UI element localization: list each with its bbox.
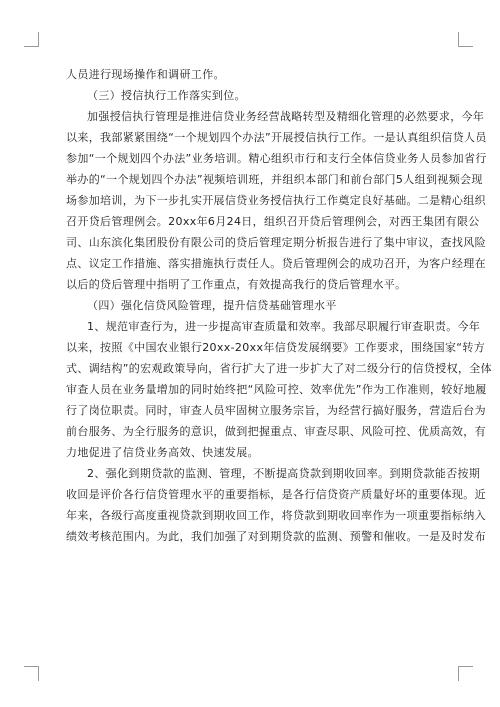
text-line: 加强授信执行管理是推进信贷业务经营战略转型及精细化管理的必然要求，今年 (87, 110, 485, 123)
text-line: 人员进行现场操作和调研工作。 (66, 68, 225, 81)
text-line: 以来，我部紧紧围绕“一个规划四个办法”开展授信执行工作。一是认真组织信贷人员 (66, 131, 487, 144)
text-line: 2、强化到期贷款的监测、管理，不断提高贷款到期收回率。到期贷款能否按期 (87, 467, 481, 480)
text-line: 1、规范审查行为，进一步提高审查质量和效率。我部尽职履行审查职责。今年 (87, 320, 481, 333)
text-line: 召开贷后管理例会。20xx年6月24日，组织召开贷后管理例会，对西王集团有限公 (66, 215, 480, 228)
text-line: 参加“一个规划四个办法”业务培训。精心组织市行和支行全体信贷业务人员参加省行 (66, 152, 487, 165)
text-line: 点、议定工作措施、落实措施执行责任人。贷后管理例会的成功召开，为客户经理在 (66, 257, 486, 270)
text-line: 力地促进了信贷业务高效、快速发展。 (66, 446, 259, 459)
text-line: 收回是评价各行信贷管理水平的重要指标，是各行信贷资产质量好坏的重要体现。近 (66, 488, 486, 501)
crop-mark-top-right (458, 32, 473, 47)
text-line: 场参加培训，为下一步扎实开展信贷业务授信执行工作奠定良好基础。二是精心组织 (66, 194, 486, 207)
text-line: 绩效考核范围内。为此，我们加强了对到期贷款的监测、预警和催收。一是及时发布 (66, 530, 486, 543)
text-line: 以后的贷后管理中指明了工作重点，有效提高我行的贷后管理水平。 (66, 278, 407, 291)
text-line: 行了岗位职责。同时，审查人员牢固树立服务宗旨，为经营行搞好服务，营造后台为 (66, 404, 486, 417)
text-line: 司、山东滨化集团股份有限公司的贷后管理定期分析报告进行了集中审议，查找风险 (66, 236, 486, 249)
crop-mark-bottom-left (24, 666, 39, 681)
text-line: 式、调结构”的宏观政策导向，省行扩大了进一步扩大了对二级分行的信贷授权，全体 (66, 362, 492, 375)
document-body (66, 64, 492, 547)
text-line: 年来，各级行高度重视贷款到期收回工作，将贷款到期收回率作为一项重要指标纳入 (66, 509, 486, 522)
text-line: 审查人员在业务量增加的同时始终把“风险可控、效率优先”作为工作准则，较好地履 (66, 383, 487, 396)
crop-mark-bottom-right (458, 666, 473, 681)
section-heading-3: （三）授信执行工作落实到位。 (87, 89, 246, 102)
crop-mark-top-left (24, 32, 39, 47)
section-heading-4: （四）强化信贷风险管理，提升信贷基础管理水平 (87, 299, 337, 312)
text-line: 举办的“一个规划四个办法”视频培训班，并组织本部门和前台部门5人组到视频会现 (66, 173, 483, 186)
text-line: 以来，按照《中国农业银行20xx-20xx年信贷发展纲要》工作要求，围绕国家“转方 (66, 341, 486, 354)
text-line: 前台服务、为全行服务的意识，做到把握重点、审查尽职、风险可控、优质高效，有 (66, 425, 486, 438)
